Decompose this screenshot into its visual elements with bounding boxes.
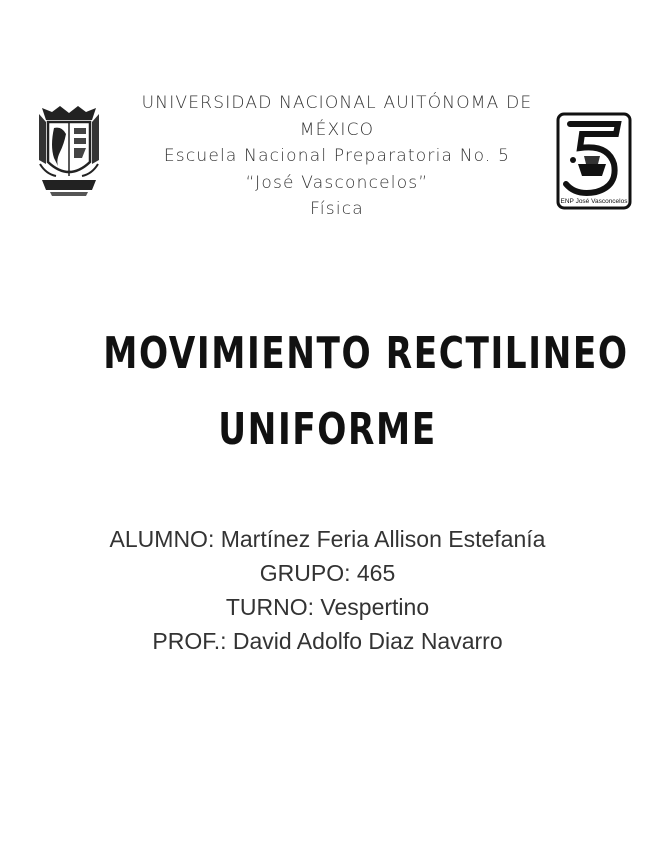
header-line-subject: Física [310,199,364,219]
header-line-school-name: “José Vasconcelos” [245,172,429,193]
info-prof: PROF.: David Adolfo Diaz Navarro [152,628,503,654]
info-grupo: GRUPO: 465 [259,560,396,586]
institution-header [130,90,544,223]
document-title [40,316,629,468]
header-line-university: UNIVERSIDAD NACIONAL AUITÓNOMA DE [141,93,533,113]
header-line-country: MÉXICO [299,119,375,140]
student-info [40,522,615,658]
unam-shield-icon [36,104,102,198]
info-alumno: ALUMNO: Martínez Feria Allison Estefanía [109,526,546,552]
header-line-school: Escuela Nacional Preparatoria No. 5 [163,146,511,166]
info-turno: TURNO: Vespertino [225,594,430,620]
title-line-1: MOVIMIENTO RECTILINEO [103,328,629,379]
enp5-logo-text: ENP José Vasconcelos [560,198,628,205]
enp5-logo-icon [556,112,632,210]
title-line-2: UNIFORME [218,404,437,455]
